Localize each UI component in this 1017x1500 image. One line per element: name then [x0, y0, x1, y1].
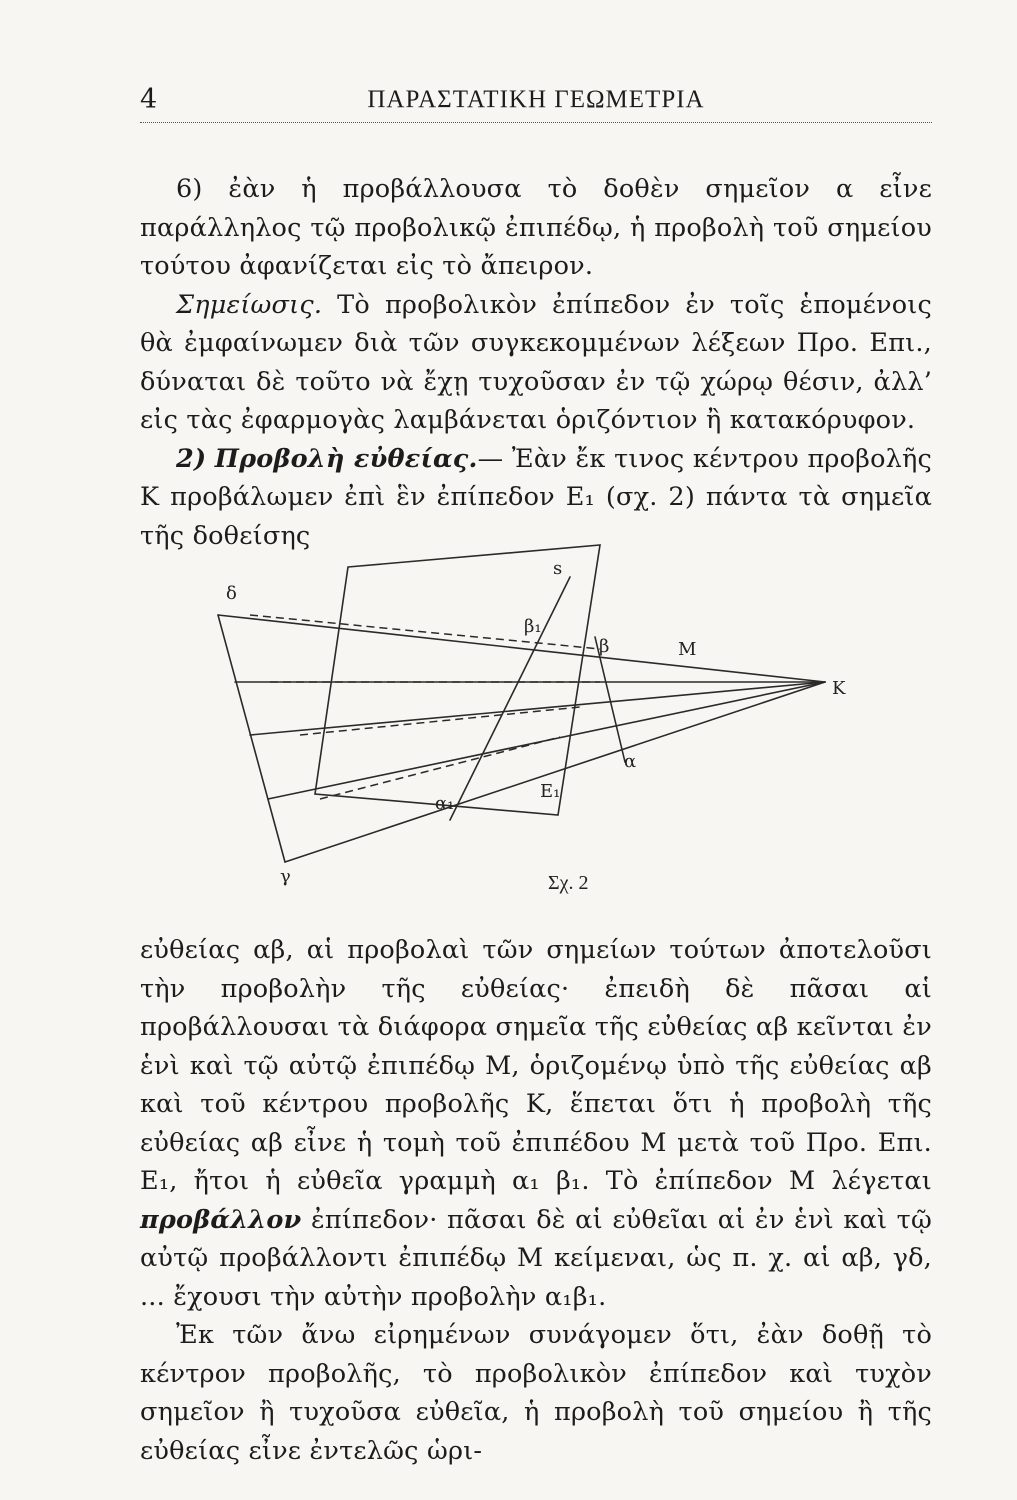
hidden-ray-3 [300, 707, 580, 735]
label-a1: α₁ [435, 793, 455, 814]
text-block-top [140, 170, 932, 555]
note-text: Τὸ προβολικὸν ἐπίπεδον ἐν τοῖς ἑπομένοις θὰ ἐμφαίνωμεν διὰ τῶν συγκεκομμένων λέξεων Προ. Επι., δύναται δὲ τοῦτο νὰ ἔχῃ τυχοῦσαν ἐν τῷ χώρῳ θέσιν, ἀλλ’ εἰς τὰς ἐφαρμογὰς λαμβάνεται ὁριζόντιον ἢ κατακόρυφον. [140, 289, 932, 435]
term-probalon: προβάλλον [140, 1204, 302, 1235]
line-delta-gamma [218, 615, 285, 862]
label-m: M [678, 639, 697, 660]
paragraph-continuation-rest: ἐπίπεδον· πᾶσαι δὲ αἱ εὐθεῖαι αἱ ἐν ἑνὶ καὶ τῷ αὐτῷ προβάλλοντι ἐπιπέδῳ M κείμεναι, ὡς π. χ. αἱ αβ, γδ, ... ἔχουσι τὴν αὐτὴν προβολὴν α₁β₁. [140, 1204, 932, 1312]
running-title: ΠΑΡΑΣΤΑΤΙΚΗ ΓΕΩΜΕΤΡΙΑ [367, 86, 705, 113]
label-b1: β₁ [524, 616, 542, 637]
label-e1: E₁ [540, 781, 561, 802]
figure-2 [140, 537, 932, 902]
label-a: α [624, 751, 637, 772]
paragraph-continuation-text: εὐθείας αβ, αἱ προβολαὶ τῶν σημείων τούτων ἀποτελοῦσι τὴν προβολὴν τῆς εὐθείας· ἐπειδὴ δὲ πᾶσαι αἱ προβάλλουσαι τὰ διάφορα σημεῖα τῆς εὐθείας αβ κεῖνται ἐν ἑνὶ καὶ τῷ αὐτῷ ἐπιπέδῳ M, ὁριζομένῳ ὑπὸ τῆς εὐθείας αβ καὶ τοῦ κέντρου προβολῆς K, ἕπεται ὅτι ἡ προβολὴ τῆς εὐθείας αβ εἶνε ἡ τομὴ τοῦ ἐπιπέδου M μετὰ τοῦ Προ. Επι. E₁, ἤτοι ἡ εὐθεῖα γραμμὴ α₁ β₁. Τὸ ἐπίπεδον M λέγεται [140, 935, 932, 1196]
hidden-ray-1 [250, 615, 600, 649]
paragraph-conclusion: Ἐκ τῶν ἄνω εἰρημένων συνάγομεν ὅτι, ἐὰν δοθῇ τὸ κέντρον προβολῆς, τὸ προβολικὸν ἐπίπεδον καὶ τυχὸν σημεῖον ἢ τυχοῦσα εὐθεῖα, ἡ προβολὴ τοῦ σημείου ἢ τῆς εὐθείας εἶνε ἐντελῶς ὡρι- [140, 1320, 932, 1466]
projection-diagram [140, 537, 932, 902]
line-gamma-k [285, 682, 825, 862]
paragraph-b: 6) ἐὰν ἡ προβάλλουσα τὸ δοθὲν σημεῖον α εἶνε παράλληλος τῷ προβολικῷ ἐπιπέδῳ, ἡ προβολὴ τοῦ σημείου τούτου ἀφανίζεται εἰς τὸ ἄπειρον. [140, 174, 932, 281]
figure-caption: Σχ. 2 [548, 872, 589, 894]
section-intro-text: — Ἐὰν ἔκ τινος κέντρου προβολῆς K προβάλωμεν ἐπὶ ἓν ἐπίπεδον E₁ (σχ. 2) πάντα τὰ σημεῖα τῆς δοθείσης [140, 443, 932, 551]
label-gamma: γ [280, 866, 291, 887]
running-header [140, 82, 932, 123]
label-s: s [553, 558, 563, 579]
label-k: K [832, 678, 846, 699]
page-number: 4 [140, 84, 158, 115]
line-delta-k [218, 615, 825, 682]
label-delta: δ [226, 583, 237, 604]
ray-solid-2 [250, 682, 825, 735]
plane-e1 [315, 545, 600, 815]
section-title: Προβολὴ εὐθείας. [214, 443, 478, 474]
section-number: 2) [176, 443, 207, 474]
hidden-ray-4 [320, 737, 560, 799]
paragraph-continuation [140, 931, 932, 1316]
note-lead: Σημείωσις. [176, 289, 323, 320]
text-block-bottom [140, 931, 932, 1470]
label-b: β [599, 636, 610, 657]
note-paragraph [140, 286, 932, 440]
